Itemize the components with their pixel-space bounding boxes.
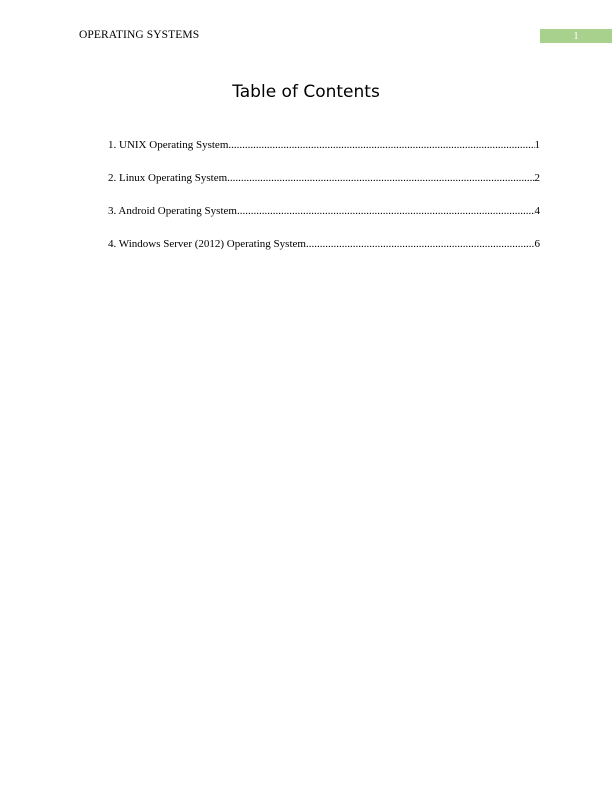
toc-leader-dots: [306, 238, 535, 250]
running-head: OPERATING SYSTEMS: [79, 29, 200, 41]
toc-leader-dots: [228, 139, 534, 151]
toc-list: [108, 139, 540, 271]
toc-entry-title: 2. Linux Operating System: [108, 172, 228, 184]
toc-heading: Table of Contents: [232, 82, 380, 102]
toc-leader-dots: [227, 172, 534, 184]
toc-entry[interactable]: [108, 238, 540, 271]
toc-entry-title: 1. UNIX Operating System: [108, 139, 229, 151]
toc-leader-dots: [237, 205, 535, 217]
toc-entry[interactable]: [108, 139, 540, 172]
toc-entry[interactable]: [108, 205, 540, 238]
toc-entry-title: 4. Windows Server (2012) Operating System: [108, 238, 306, 250]
toc-entry-page: 1: [534, 139, 540, 151]
page-number-badge: 1: [540, 29, 612, 43]
toc-entry-page: 4: [534, 205, 540, 217]
toc-entry-page: 6: [534, 238, 540, 250]
toc-entry[interactable]: [108, 172, 540, 205]
toc-entry-title: 3. Android Operating System: [108, 205, 237, 217]
toc-entry-page: 2: [534, 172, 540, 184]
